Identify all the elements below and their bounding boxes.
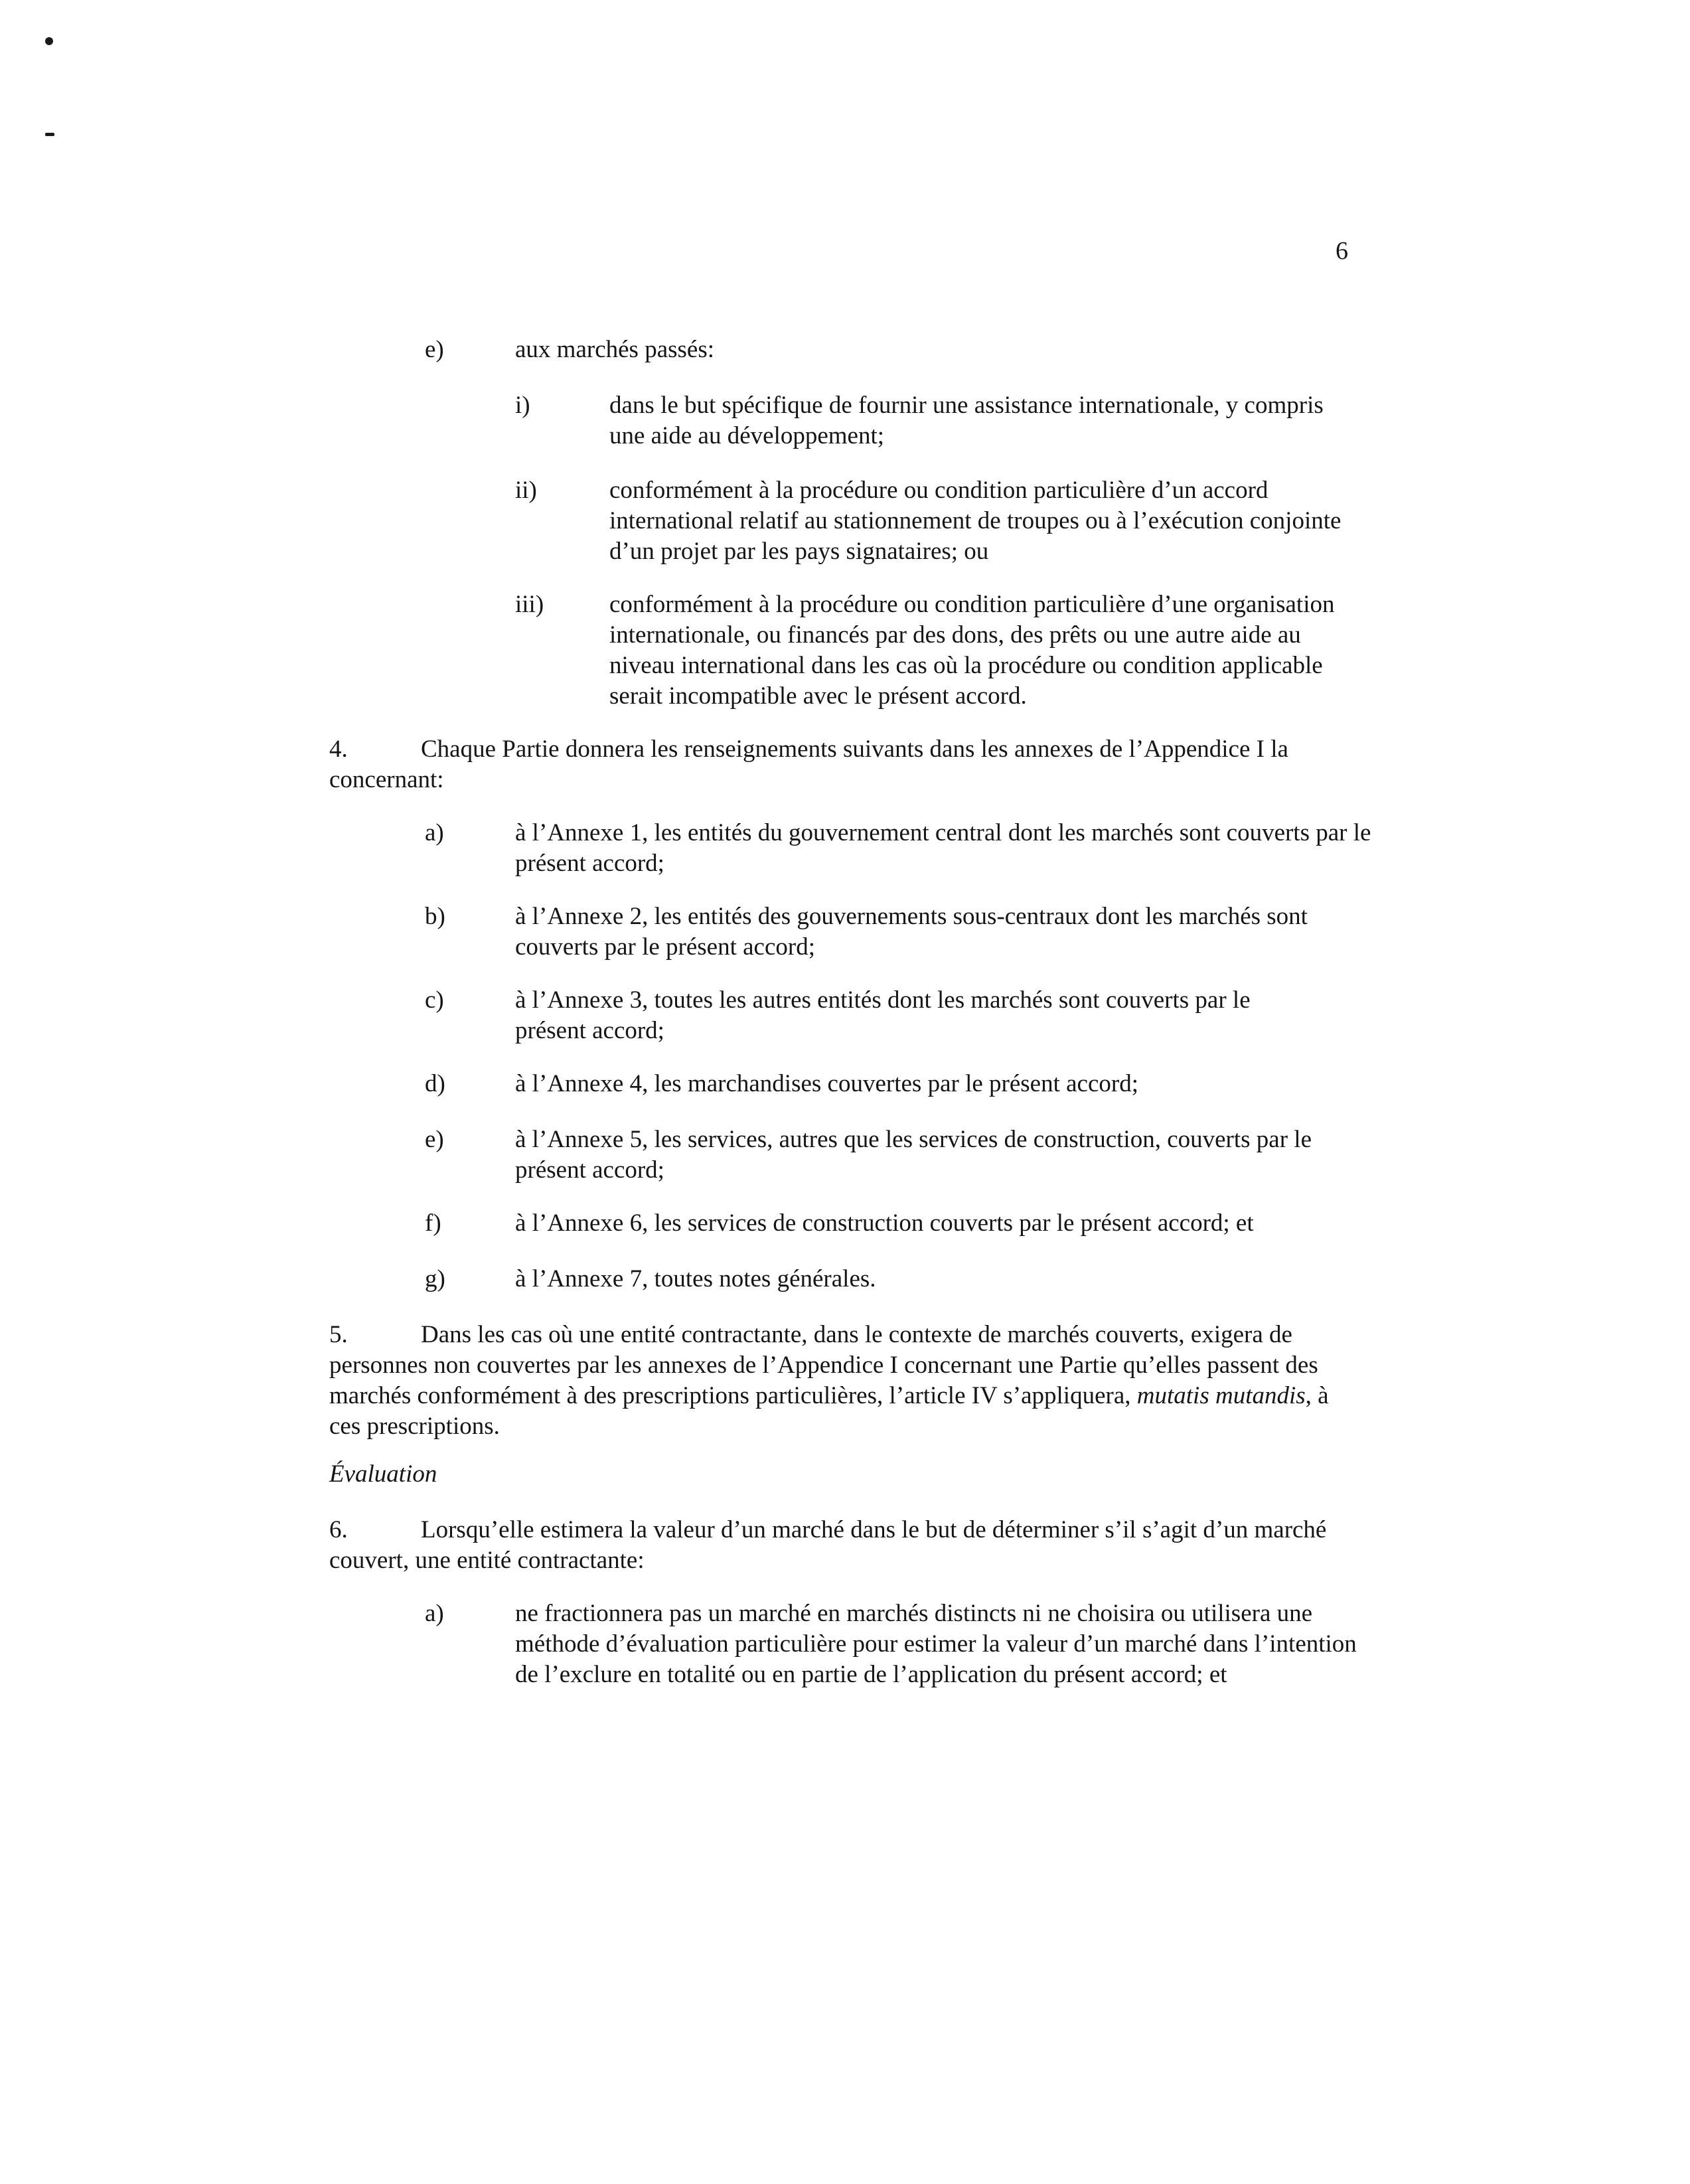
item-text: ne fractionnera pas un marché en marchés distincts ni ne choisira ou utilisera une méthode d’évaluation particulière pour estimer la valeur d’un marché dans l’intention de l’exclure en totalité ou en partie de l’application du présent accord; et xyxy=(515,1600,1357,1688)
item-label: d) xyxy=(425,1070,445,1097)
paragraph-number: 6. xyxy=(329,1516,348,1543)
item-text: à l’Annexe 3, toutes les autres entités dont les marchés sont couverts par le présent accord; xyxy=(515,986,1251,1044)
section-heading: Évaluation xyxy=(329,1460,437,1488)
item-label: a) xyxy=(425,819,444,846)
item-text: à l’Annexe 6, les services de construction couverts par le présent accord; et xyxy=(515,1209,1254,1237)
item-text: à l’Annexe 2, les entités des gouvernements sous-centraux dont les marchés sont couverts par le présent accord; xyxy=(515,903,1308,961)
item-text: à l’Annexe 1, les entités du gouvernement central dont les marchés sont couverts par le présent accord; xyxy=(515,819,1371,877)
subitem-text: dans le but spécifique de fournir une assistance internationale, y compris une aide au développement; xyxy=(609,392,1324,449)
paragraph-text-italic: mutatis mutandis xyxy=(1136,1382,1306,1409)
subitem-label: iii) xyxy=(515,591,544,618)
scan-speck xyxy=(45,37,53,45)
item-text: à l’Annexe 7, toutes notes générales. xyxy=(515,1265,876,1292)
subitem-label: i) xyxy=(515,392,530,419)
item-label: f) xyxy=(425,1209,441,1237)
item-label: e) xyxy=(425,336,444,363)
scan-speck xyxy=(45,133,54,136)
item-label: g) xyxy=(425,1265,445,1292)
paragraph-5 xyxy=(329,1320,1365,1442)
item-label: b) xyxy=(425,903,445,930)
item-label: e) xyxy=(425,1126,444,1153)
paragraph-text: Dans les cas où une entité contractante, dans le contexte de marchés couverts, exigera de personnes non couvertes par les annexes de l’Appendice I concernant une Partie qu’elles passent des marchés conformément à des prescriptions particulières, l’article IV s’appliquera, xyxy=(329,1321,1318,1409)
paragraph-text: Chaque Partie donnera les renseignements suivants dans les annexes de l’Appendice I la concernant: xyxy=(329,736,1288,793)
page-number: 6 xyxy=(1336,237,1348,265)
paragraph-text: Lorsqu’elle estimera la valeur d’un marché dans le but de déterminer s’il s’agit d’un marché couvert, une entité contractante: xyxy=(329,1516,1327,1574)
subitem-label: ii) xyxy=(515,477,537,504)
item-label: a) xyxy=(425,1600,444,1627)
paragraph-number: 5. xyxy=(329,1321,348,1348)
paragraph-text: , à ces prescriptions. xyxy=(329,1382,1329,1440)
item-text: à l’Annexe 4, les marchandises couvertes par le présent accord; xyxy=(515,1070,1138,1097)
subitem-text: conformément à la procédure ou condition particulière d’une organisation internationale, ou financés par des dons, des prêts ou une autre aide au niveau international dans les cas où la procédure ou condition applicable serait incompatible avec le présent accord. xyxy=(609,591,1335,710)
item-text: aux marchés passés: xyxy=(515,336,715,363)
paragraph-number: 4. xyxy=(329,736,348,763)
item-label: c) xyxy=(425,986,444,1014)
item-text: à l’Annexe 5, les services, autres que les services de construction, couverts par le présent accord; xyxy=(515,1126,1312,1184)
paragraph-4 xyxy=(329,734,1365,795)
subitem-text: conformément à la procédure ou condition particulière d’un accord international relatif au stationnement de troupes ou à l’exécution conjointe d’un projet par les pays signataires; ou xyxy=(609,477,1342,565)
paragraph-6 xyxy=(329,1515,1365,1576)
